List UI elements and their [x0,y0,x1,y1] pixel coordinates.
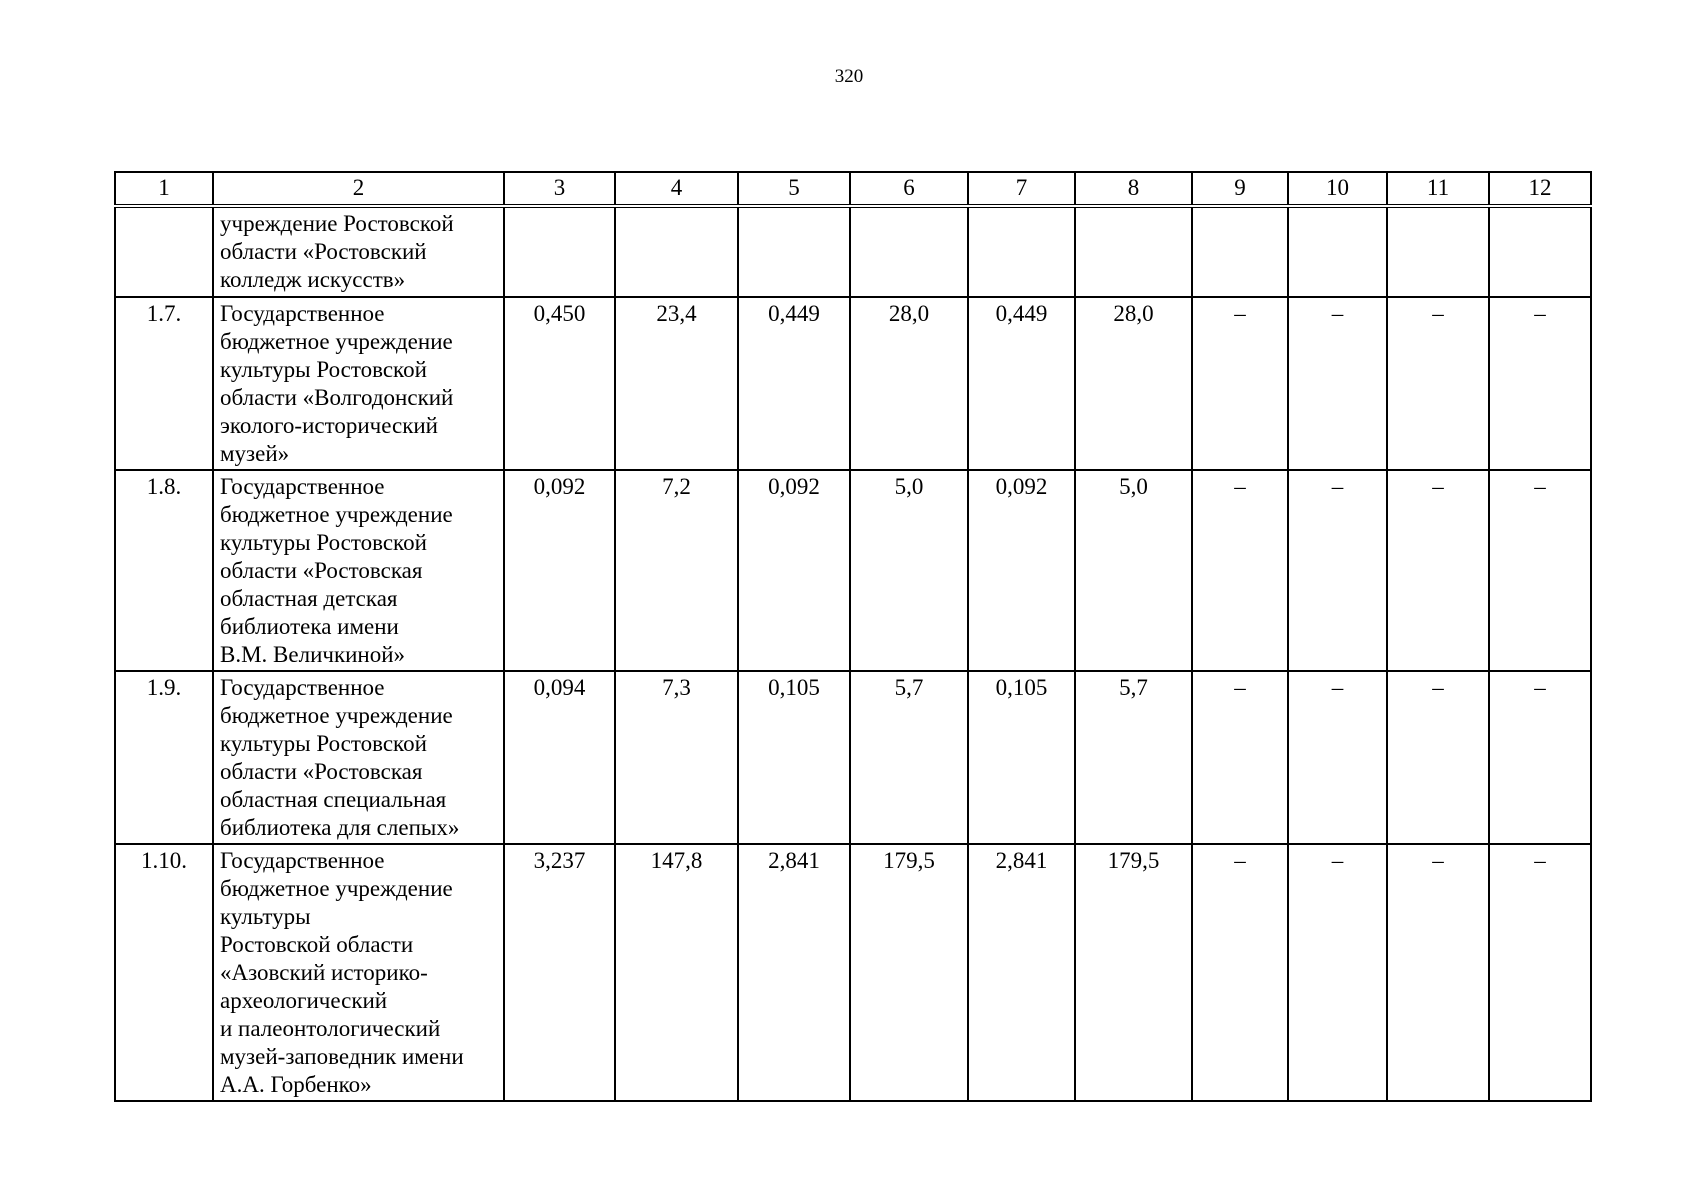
header-cell: 3 [504,172,615,206]
value-cell: 3,237 [504,844,615,1101]
header-cell: 8 [1075,172,1192,206]
table-row [115,297,1591,470]
value-cell: 0,092 [504,470,615,671]
value-cell [1075,206,1192,297]
header-cell: 7 [968,172,1075,206]
value-cell [1288,206,1387,297]
value-cell: 147,8 [615,844,738,1101]
value-cell: – [1192,671,1288,844]
table-row [115,671,1591,844]
header-cell: 1 [115,172,213,206]
value-cell: – [1288,671,1387,844]
row-number-cell: 1.8. [115,470,213,671]
value-cell: – [1288,470,1387,671]
value-cell: 28,0 [1075,297,1192,470]
value-cell: – [1387,470,1489,671]
value-cell: – [1489,671,1591,844]
value-cell: – [1489,844,1591,1101]
value-cell: 7,3 [615,671,738,844]
institution-name-cell: Государственное бюджетное учреждение культуры Ростовской области «Азовский историко- археологический и палеонтологический музей-заповедник имени А.А. Горбенко» [213,844,504,1101]
value-cell: – [1489,297,1591,470]
header-row [115,172,1591,206]
header-cell: 4 [615,172,738,206]
value-cell: – [1489,470,1591,671]
value-cell [850,206,968,297]
value-cell [615,206,738,297]
row-number-cell: 1.7. [115,297,213,470]
value-cell: 179,5 [850,844,968,1101]
institution-name-cell: Государственное бюджетное учреждение культуры Ростовской области «Ростовская областная детская библиотека имени В.М. Величкиной» [213,470,504,671]
value-cell: 2,841 [738,844,850,1101]
value-cell: 179,5 [1075,844,1192,1101]
value-cell: 0,450 [504,297,615,470]
value-cell: 5,0 [1075,470,1192,671]
value-cell: 7,2 [615,470,738,671]
header-cell: 9 [1192,172,1288,206]
value-cell: 5,0 [850,470,968,671]
value-cell: – [1192,297,1288,470]
value-cell: 0,449 [968,297,1075,470]
data-table [114,171,1592,1102]
table-row [115,470,1591,671]
table-row [115,206,1591,297]
value-cell: 0,449 [738,297,850,470]
header-cell: 2 [213,172,504,206]
value-cell: 23,4 [615,297,738,470]
header-cell: 12 [1489,172,1591,206]
value-cell: 0,092 [968,470,1075,671]
value-cell: 28,0 [850,297,968,470]
value-cell: – [1387,297,1489,470]
value-cell [738,206,850,297]
value-cell: – [1288,297,1387,470]
value-cell: 0,105 [968,671,1075,844]
value-cell: 0,092 [738,470,850,671]
institution-name-cell: Государственное бюджетное учреждение культуры Ростовской области «Волгодонский эколого-исторический музей» [213,297,504,470]
value-cell: 5,7 [1075,671,1192,844]
page-number: 320 [834,66,864,87]
header-cell: 5 [738,172,850,206]
institution-name-cell: Государственное бюджетное учреждение культуры Ростовской области «Ростовская областная специальная библиотека для слепых» [213,671,504,844]
institution-name-cell: учреждение Ростовской области «Ростовский колледж искусств» [213,206,504,297]
header-cell: 6 [850,172,968,206]
value-cell: – [1288,844,1387,1101]
row-number-cell [115,206,213,297]
value-cell: – [1387,671,1489,844]
row-number-cell: 1.10. [115,844,213,1101]
value-cell: 5,7 [850,671,968,844]
value-cell [504,206,615,297]
value-cell [968,206,1075,297]
value-cell: 2,841 [968,844,1075,1101]
value-cell [1192,206,1288,297]
value-cell: 0,094 [504,671,615,844]
value-cell [1387,206,1489,297]
value-cell: – [1192,470,1288,671]
table-row [115,844,1591,1101]
row-number-cell: 1.9. [115,671,213,844]
value-cell: – [1387,844,1489,1101]
header-cell: 11 [1387,172,1489,206]
value-cell: 0,105 [738,671,850,844]
value-cell: – [1192,844,1288,1101]
header-cell: 10 [1288,172,1387,206]
value-cell [1489,206,1591,297]
